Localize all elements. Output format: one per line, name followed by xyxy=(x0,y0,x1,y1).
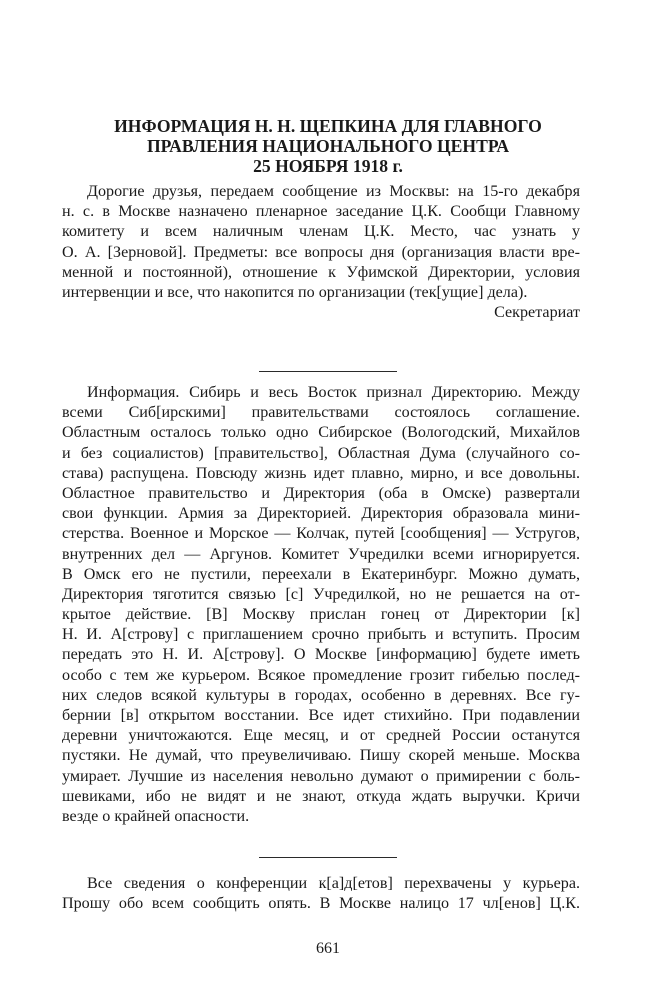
text-line: Информация. Сибирь и весь Восток признал Директорию. Между xyxy=(87,384,580,401)
text-line: свои функции. Армия за Директорией. Директория образовала мини- xyxy=(62,505,580,523)
text-line: комитету и всем наличным членам Ц.К. Место, час узнать у xyxy=(62,223,580,241)
text-line: Н. И. А[строву] с приглашением срочно прибыть и вступить. Просим xyxy=(62,626,580,644)
text-line: крытое действие. [В] Москву прислан гонец от Директории [к] xyxy=(62,606,580,624)
text-line: внутренних дел — Аргунов. Комитет Учредилки всеми игнорируется. xyxy=(62,545,580,563)
text-line: менной и постоянной), отношение к Уфимской Директории, условия xyxy=(62,263,580,281)
text-line: них следов всякой культуры в городах, особенно в деревнях. Все гу- xyxy=(62,686,580,704)
text-line: н. с. в Москве назначено пленарное заседание Ц.К. Сообщи Главному xyxy=(62,203,580,221)
text-line: и без социалистов) [правительство], Областная Дума (случайного со- xyxy=(62,444,580,462)
text-line: О. А. [Зерновой]. Предметы: все вопросы дня (организация власти вре- xyxy=(62,243,580,261)
text-line: Все сведения о конференции к[а]д[етов] перехвачены у курьера. xyxy=(87,875,580,892)
section-divider xyxy=(259,857,397,858)
text-line: Дорогие друзья, передаем сообщение из Москвы: на 15-го декабря xyxy=(87,183,580,200)
text-line: шевиками, ибо не видят и не знают, откуда ждать выручки. Кричи xyxy=(62,787,580,805)
text-line: всеми Сиб[ирскими] правительствами состоялось соглашение. xyxy=(62,404,580,422)
text-line: стерства. Военное и Морское — Колчак, путей [сообщения] — Устругов, xyxy=(62,525,580,543)
title-line: ПРАВЛЕНИЯ НАЦИОНАЛЬНОГО ЦЕНТРА xyxy=(146,136,510,156)
text-line: бернии [в] открытом восстании. Все идет стихийно. При подавлении xyxy=(62,707,580,724)
text-line: Областное правительство и Директория (оба в Омске) развертали xyxy=(62,484,580,502)
text-line: пустяки. Не думай, что преувеличиваю. Пишу скорей меньше. Москва xyxy=(62,747,580,765)
text-line: деревни уничтожаются. Еще месяц, и от средней России останутся xyxy=(62,727,580,745)
page-number: 661 xyxy=(316,940,340,957)
message-paragraph-1 xyxy=(62,182,580,323)
text-line: Областным осталось только одно Сибирское (Вологодский, Михайлов xyxy=(62,424,580,442)
text-line: везде о крайней опасности. xyxy=(62,807,250,825)
text-line: става) распущена. Повсюду жизнь идет плавно, мирно, и все довольны. xyxy=(62,464,580,482)
text-line: Директория тяготится связью [с] Учредилкой, но не решается на от- xyxy=(62,585,580,603)
text-line: Прошу обо всем сообщить опять. В Москве налицо 17 чл[енов] Ц.К. xyxy=(62,895,580,913)
document-title xyxy=(70,116,586,176)
text-line: умирает. Лучшие из населения невольно думают о примирении с боль- xyxy=(62,767,580,785)
signature: Секретариат xyxy=(494,304,580,322)
text-line: В Омск его не пустили, переехали в Екатеринбург. Можно думать, xyxy=(62,565,580,583)
text-line: передать это Н. И. А[строву]. О Москве [информацию] будете иметь xyxy=(62,646,580,664)
text-line: особо с тем же курьером. Всякое промедление грозит гибелью послед- xyxy=(62,666,580,684)
message-paragraph-2 xyxy=(62,383,580,827)
message-paragraph-3 xyxy=(62,874,580,914)
title-line: 25 НОЯБРЯ 1918 г. xyxy=(253,156,403,176)
section-divider xyxy=(259,371,397,372)
title-line: ИНФОРМАЦИЯ Н. Н. ЩЕПКИНА ДЛЯ ГЛАВНОГО xyxy=(114,116,542,136)
text-line: интервенции и все, что накопится по организации (тек[ущие] дела). xyxy=(62,283,528,301)
